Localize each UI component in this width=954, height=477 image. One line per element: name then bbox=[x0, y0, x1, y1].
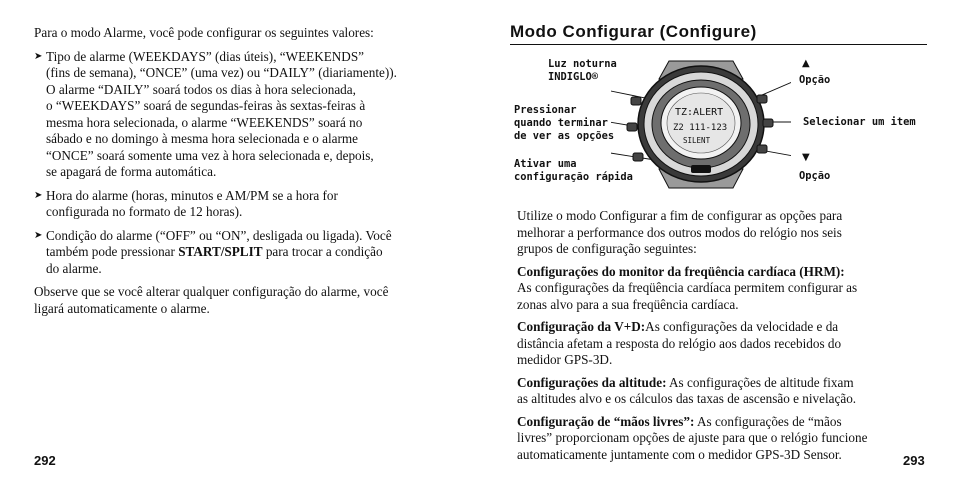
text-line: As configurações de “mãos bbox=[694, 413, 842, 429]
bullet-arrow-icon: ➤ bbox=[34, 229, 43, 241]
altitude-paragraph bbox=[517, 375, 922, 408]
button-mode bbox=[627, 123, 637, 131]
bullet-arrow-icon: ➤ bbox=[34, 50, 43, 62]
logo-plate bbox=[691, 165, 711, 173]
bullet-line: Condição do alarme (“OFF” ou “ON”, desligada ou ligada). Você bbox=[46, 227, 392, 243]
button-up bbox=[757, 95, 767, 103]
bullet-line: sábado e no domingo à mesma hora selecionada e o alarme bbox=[46, 131, 358, 146]
vd-title: Configuração da V+D: bbox=[517, 319, 646, 334]
label-line: de ver as opções bbox=[514, 130, 615, 142]
text-line: zonas alvo para a sua freqüência cardíaca. bbox=[517, 296, 739, 312]
text-line: As configurações da velocidade e da bbox=[645, 319, 839, 334]
button-start bbox=[633, 153, 643, 161]
text-line: automaticamente juntamente com o medidor GPS-3D Sensor. bbox=[517, 446, 842, 462]
triangle-down-icon: ▼ bbox=[802, 152, 810, 163]
text-line: Utilize o modo Configurar a fim de configurar as opções para bbox=[517, 208, 843, 223]
closing-line: ligará automaticamente o alarme. bbox=[34, 300, 210, 316]
intro-paragraph bbox=[517, 208, 922, 258]
label-line: Ativar uma bbox=[514, 158, 577, 170]
bullet-line: O alarme “DAILY” soará todos os dias à hora selecionada, bbox=[46, 81, 356, 97]
label-select-item: Selecionar um item bbox=[803, 116, 916, 128]
button-select bbox=[763, 119, 773, 127]
page-number-right: 293 bbox=[903, 453, 925, 468]
label-line: Pressionar bbox=[514, 104, 577, 116]
bullet-alarm-type bbox=[34, 49, 449, 181]
bullet-line: do alarme. bbox=[46, 260, 102, 276]
bullet-line: para trocar a condição bbox=[262, 244, 383, 259]
text-line: melhorar a performance dos outros modos do relógio nos seis bbox=[517, 224, 842, 240]
text-line: medidor GPS-3D. bbox=[517, 352, 613, 367]
label-line: INDIGLO® bbox=[548, 71, 599, 83]
text-line: as altitudes alvo e os cálculos das taxas de ascensão e nivelação. bbox=[517, 391, 857, 406]
text-line: distância afetam a resposta do relógio aos dados recebidos do bbox=[517, 335, 842, 351]
text-line: grupos de configuração seguintes: bbox=[517, 241, 697, 256]
hands-free-paragraph bbox=[517, 414, 922, 464]
hands-free-title: Configuração de “mãos livres”: bbox=[517, 413, 695, 429]
text-line: As configurações da freqüência cardíaca permitem configurar as bbox=[517, 280, 858, 295]
bullet-line: (fins de semana), “ONCE” (uma vez) ou “DAILY” (diariamente)). bbox=[46, 65, 397, 80]
triangle-up-icon: ▲ bbox=[802, 58, 810, 69]
hrm-title: Configurações do monitor da freqüência cardíaca (HRM): bbox=[517, 263, 845, 279]
intro-paragraph: Para o modo Alarme, você pode configurar os seguintes valores: bbox=[34, 25, 374, 40]
bullet-alarm-time bbox=[34, 188, 449, 221]
hrm-paragraph bbox=[517, 264, 922, 314]
page-number-left: 292 bbox=[34, 453, 56, 468]
bullet-line: mesma hora selecionada, o alarme “WEEKENDS” soará no bbox=[46, 114, 363, 130]
right-page-body bbox=[517, 208, 922, 469]
label-option-down: Opção bbox=[799, 170, 831, 182]
label-line: configuração rápida bbox=[514, 171, 633, 183]
bullet-line: o “WEEKDAYS” soará de segundas-feiras às sextas-feiras à bbox=[46, 98, 366, 113]
label-indiglo bbox=[548, 58, 617, 84]
start-split-label: START/SPLIT bbox=[178, 244, 263, 259]
altitude-title: Configurações da altitude: bbox=[517, 374, 667, 390]
bullet-line: configurada no formato de 12 horas). bbox=[46, 204, 243, 219]
bullet-arrow-icon: ➤ bbox=[34, 189, 43, 201]
left-page-body bbox=[34, 25, 449, 324]
label-line: Luz noturna bbox=[548, 58, 617, 70]
right-page bbox=[477, 0, 954, 477]
bullet-alarm-status bbox=[34, 228, 449, 278]
text-line: livres” proporcionam opções de ajuste para que o relógio funcione bbox=[517, 430, 868, 445]
bullet-line: Hora do alarme (horas, minutos e AM/PM se a hora for bbox=[46, 187, 338, 203]
watch-diagram bbox=[611, 57, 791, 192]
button-light bbox=[631, 97, 641, 105]
bullet-line: “ONCE” soará somente uma vez à hora selecionada e, depois, bbox=[46, 147, 374, 163]
closing-paragraph bbox=[34, 284, 449, 317]
display-line-1: TZ:ALERT bbox=[675, 107, 724, 118]
bullet-line: Tipo de alarme (WEEKDAYS” (dias úteis), “WEEKENDS” bbox=[46, 48, 365, 64]
bullet-line: também pode pressionar bbox=[46, 244, 179, 259]
label-line: quando terminar bbox=[514, 117, 608, 129]
vd-paragraph bbox=[517, 319, 922, 369]
display-line-2: Z2 111-123 bbox=[673, 123, 728, 133]
closing-line: Observe que se você alterar qualquer configuração do alarme, você bbox=[34, 284, 389, 299]
text-line: As configurações de altitude fixam bbox=[666, 374, 854, 390]
bullet-line: se apagará de forma automática. bbox=[46, 164, 217, 179]
section-heading: Modo Configurar (Configure) bbox=[510, 22, 927, 45]
label-press-done bbox=[514, 104, 614, 143]
label-option-up: Opção bbox=[799, 74, 831, 86]
button-down bbox=[757, 145, 767, 153]
display-line-3: SILENT bbox=[683, 136, 711, 145]
